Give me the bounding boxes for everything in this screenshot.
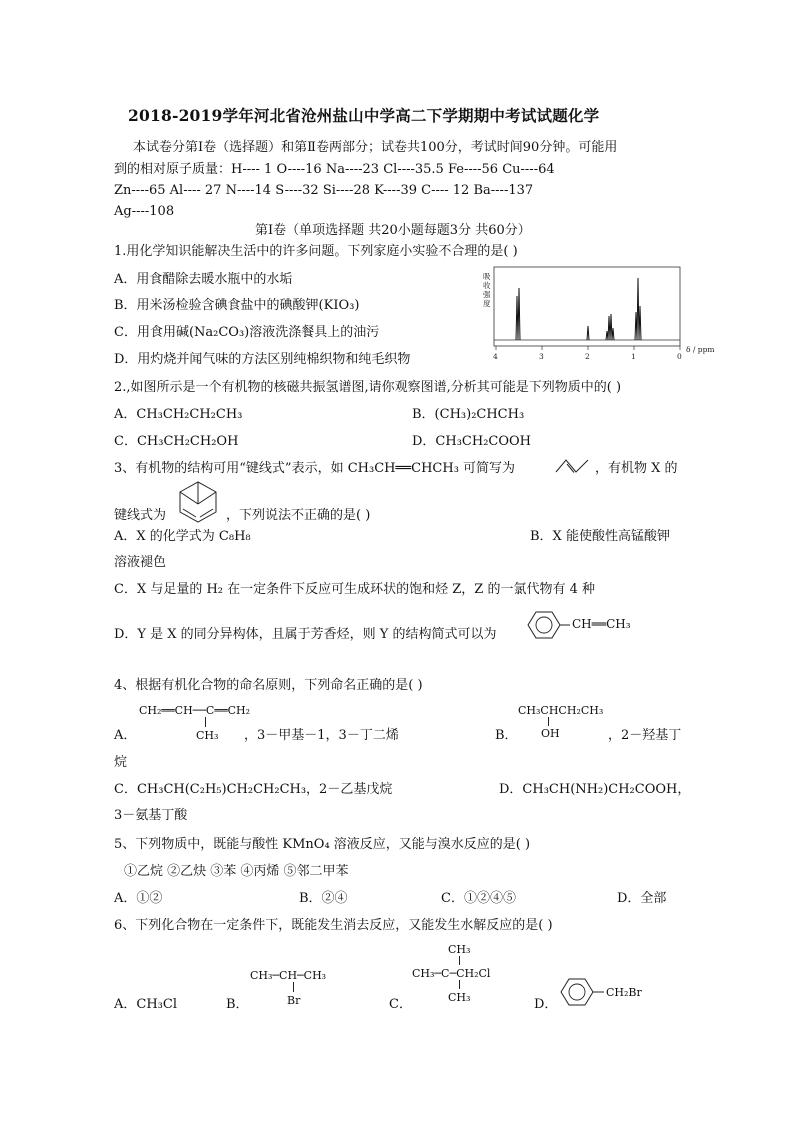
page-title: 2018-2019学年河北省沧州盐山中学高二下学期期中考试试题化学	[128, 106, 600, 125]
q6-c-bond-bottom	[459, 980, 460, 989]
styrene-benzene-ring-icon	[522, 608, 572, 642]
q6-c-structure-top: CH₃	[448, 943, 471, 956]
q4-option-a-name: ，3－甲基－1，3－丁二烯	[244, 728, 399, 743]
section-header: 第Ⅰ卷（单项选择题 共20小题每题3分 共60分）	[255, 223, 531, 238]
q6-b-structure: CH₃─CH─CH₃	[250, 969, 327, 982]
q4-option-c: C．CH₃CH(C₂H₅)CH₂CH₂CH₃，2－乙基戊烷	[114, 782, 393, 797]
q6-c-bond-top	[459, 956, 460, 965]
q6-b-substituent: Br	[287, 994, 301, 1007]
nmr-peak-2.0	[587, 326, 589, 340]
nmr-tick-0: 0	[677, 352, 682, 361]
intro-line-4: Ag----108	[114, 204, 175, 219]
q4-option-d: D．CH₃CH(NH₂)CH₂COOH，	[499, 782, 691, 797]
nmr-peak-3.6	[516, 288, 520, 340]
q6-c-structure-bottom: CH₃	[448, 991, 471, 1004]
q4-a-structure-top: CH₂══CH──C══CH₂	[139, 704, 250, 717]
q5-option-a: A．①②	[114, 891, 163, 906]
q3-stem-end: ，有机物 X 的	[595, 461, 678, 476]
intro-line-1: 本试卷分第Ⅰ卷（选择题）和第Ⅱ卷两部分；试卷共100分，考试时间90分钟。可能用	[133, 140, 618, 155]
benzyl-ring-icon	[556, 976, 606, 1008]
q3-option-b: B．X 能使酸性高锰酸钾	[530, 529, 670, 544]
q2-option-d: D．CH₃CH₂COOH	[412, 434, 532, 449]
q4-option-b-name-cont: 烷	[114, 755, 128, 770]
q4-b-structure-bottom: OH	[541, 727, 560, 740]
nmr-ylabel-3: 强	[483, 290, 491, 299]
q4-a-structure-bottom: CH₃	[196, 729, 219, 742]
q3-option-a: A．X 的化学式为 C₈H₈	[114, 529, 251, 544]
q5-stem: 5、下列物质中，既能与酸性 KMnO₄ 溶液反应，又能与溴水反应的是( )	[114, 837, 531, 852]
q5-items: ①乙烷 ②乙炔 ③苯 ④丙烯 ⑤邻二甲苯	[124, 864, 349, 879]
q3-option-d: D．Y 是 X 的同分异构体，且属于芳香烃，则 Y 的结构简式可以为	[114, 627, 497, 642]
q6-c-structure-mid: CH₃─C─CH₂Cl	[412, 967, 491, 980]
q1-stem: 1.用化学知识能解决生活中的许多问题。下列家庭小实验不合理的是( )	[114, 244, 518, 259]
q3-option-c: C．X 与足量的 H₂ 在一定条件下反应可生成环状的饱和烃 Z，Z 的一氯代物有 4 种	[114, 582, 596, 597]
q4-option-a-label: A．	[114, 728, 137, 743]
q6-option-d-label: D．	[534, 997, 558, 1012]
q6-option-c-label: C．	[389, 997, 412, 1012]
butene-skeletal-icon	[554, 454, 594, 476]
q4-option-b-name: ，2－羟基丁	[608, 728, 682, 743]
q5-option-b: B．②④	[299, 891, 348, 906]
nmr-tick-2: 2	[585, 352, 590, 361]
q2-stem: 2.,如图所示是一个有机物的核磁共振氢谱图,请你观察图谱,分析其可能是下列物质中的( )	[114, 380, 622, 395]
q6-d-structure: CH₂Br	[606, 986, 642, 999]
nmr-ylabel-2: 收	[483, 281, 491, 290]
q2-option-b: B．(CH₃)₂CHCH₃	[412, 407, 525, 422]
q1-option-a: A．用食醋除去暖水瓶中的水垢	[114, 272, 293, 287]
q1-option-d: D．用灼烧并闻气味的方法区别纯棉织物和纯毛织物	[114, 352, 411, 367]
nmr-tick-3: 3	[539, 352, 544, 361]
q4-option-b-label: B．	[495, 728, 518, 743]
intro-line-3: Zn----65 Al---- 27 N----14 S----32 Si----28 K----39 C---- 12 Ba----137	[114, 183, 534, 198]
nmr-peak-1.5	[606, 314, 614, 340]
q6-stem: 6、下列化合物在一定条件下，既能发生消去反应，又能发生水解反应的是( )	[114, 918, 553, 933]
nmr-unit: δ / ppm	[686, 345, 715, 354]
q3-line2-a: 键线式为	[114, 508, 167, 523]
q1-option-b: B．用米汤检验含碘食盐中的碘酸钾(KIO₃)	[114, 298, 360, 313]
q5-option-c: C．①②④⑤	[441, 891, 516, 906]
q2-option-a: A．CH₃CH₂CH₂CH₃	[114, 407, 243, 422]
q4-a-bond	[205, 717, 206, 727]
q3-stem: 3、有机物的结构可用“键线式”表示，如 CH₃CH══CHCH₃ 可简写为	[114, 461, 516, 476]
q2-option-c: C．CH₃CH₂CH₂OH	[114, 434, 239, 449]
q3-option-b-cont: 溶液褪色	[114, 555, 167, 570]
intro-line-2: 到的相对原子质量：H---- 1 O----16 Na----23 Cl----35.5 Fe----56 Cu----64	[114, 162, 555, 177]
q3-d-structure-text: CH══CH₃	[572, 617, 631, 631]
q4-option-d-cont: 3－氨基丁酸	[114, 808, 188, 823]
nmr-peak-0.9	[635, 278, 641, 340]
compound-x-skeletal-icon	[170, 478, 226, 524]
nmr-ylabel-1: 吸	[483, 272, 491, 281]
nmr-tick-4: 4	[493, 352, 498, 361]
q4-stem: 4、根据有机化合物的命名原则，下列命名正确的是( )	[114, 678, 423, 693]
nmr-spectrum-figure	[480, 266, 720, 366]
q6-option-a: A．CH₃Cl	[114, 997, 177, 1012]
q6-option-b-label: B．	[226, 997, 249, 1012]
nmr-ylabel-4: 度	[483, 299, 491, 308]
q4-b-structure-top: CH₃CHCH₂CH₃	[518, 704, 604, 717]
nmr-tick-1: 1	[631, 352, 636, 361]
q3-line2-b: ，下列说法不正确的是( )	[226, 508, 371, 523]
q6-b-bond	[293, 982, 294, 992]
q5-option-d: D．全部	[617, 891, 667, 906]
q4-b-bond	[548, 717, 549, 726]
q1-option-c: C．用食用碱(Na₂CO₃)溶液洗涤餐具上的油污	[114, 325, 380, 340]
